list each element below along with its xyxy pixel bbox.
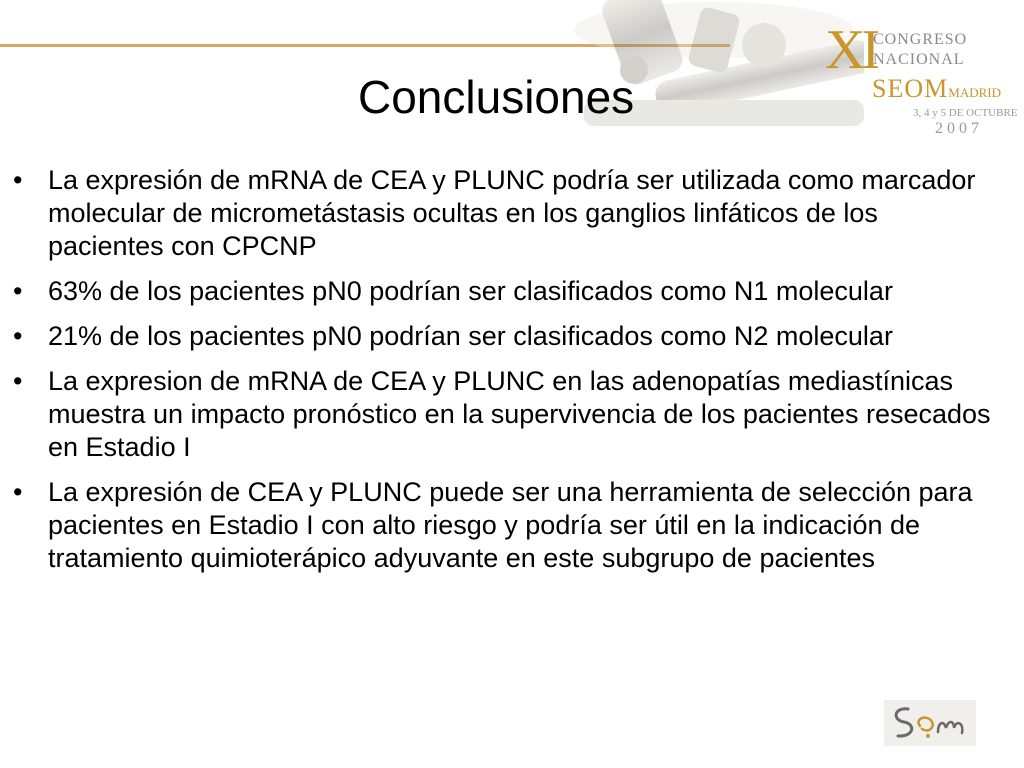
congress-logo-numeral: XI	[825, 19, 877, 81]
congress-logo-year: 2007	[935, 120, 983, 137]
congress-logo-line1: CONGRESO	[873, 31, 968, 48]
congress-logo-dates: 3, 4 y 5 DE OCTUBRE	[913, 107, 1018, 119]
seom-footer-logo	[884, 700, 976, 746]
seom-logo-mark	[884, 700, 976, 746]
congress-logo-line2: NACIONAL	[873, 51, 965, 68]
list-item: • La expresión de mRNA de CEA y PLUNC podría ser utilizada como marcador molecular de micrometástasis ocultas en los ganglios linfáticos de los pacientes con CPCNP	[10, 164, 995, 263]
congress-logo-city: MADRID	[948, 85, 1001, 100]
conclusions-list	[10, 164, 995, 587]
list-item: • La expresion de mRNA de CEA y PLUNC en las adenopatías mediastínicas muestra un impacto pronóstico en la supervivencia de los pacientes resecados en Estadio I	[10, 365, 995, 464]
congress-logo	[825, 19, 1020, 140]
congress-logo-org	[872, 74, 1001, 108]
list-item: • 63% de los pacientes pN0 podrían ser clasificados como N1 molecular	[10, 275, 995, 308]
slide-title: Conclusiones	[358, 71, 635, 123]
list-item: • La expresión de CEA y PLUNC puede ser una herramienta de selección para pacientes en Estadio I con alto riesgo y podría ser útil en la indicación de tratamiento quimioterápico adyuvante en este subgrupo de pacientes	[10, 476, 995, 575]
congress-logo-org-text: SEOM	[872, 74, 949, 103]
list-item: • 21% de los pacientes pN0 podrían ser clasificados como N2 molecular	[10, 320, 995, 353]
